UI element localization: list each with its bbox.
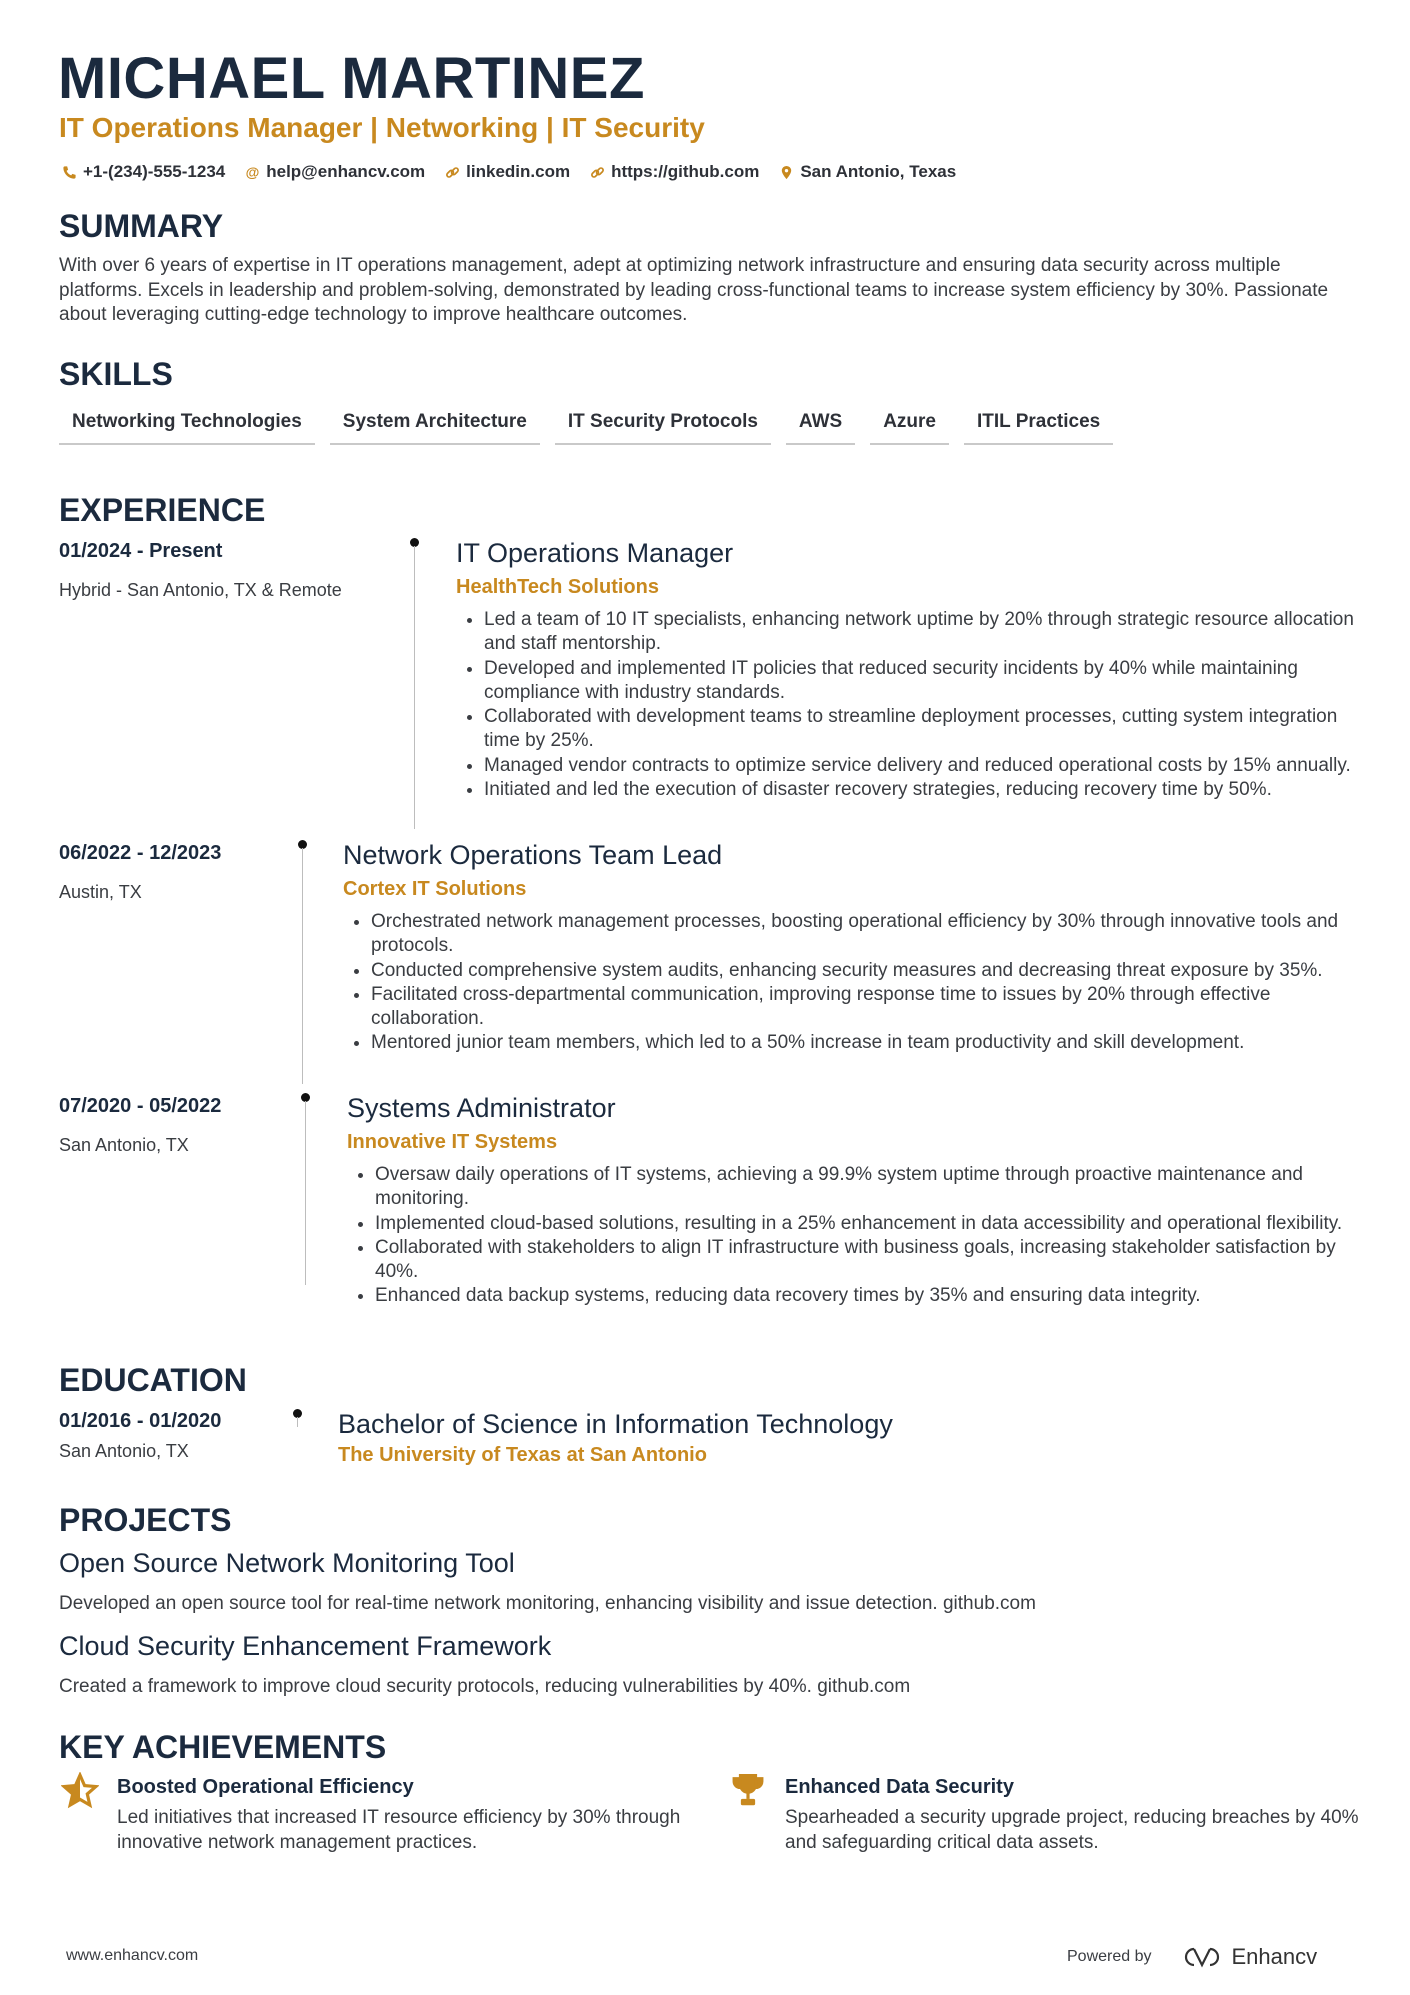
- link-icon: [445, 165, 460, 180]
- bullet: • Mentored junior team members, which led to a 50% increase in team productivity and skill development.: [371, 1031, 1363, 1055]
- project-description: Developed an open source tool for real-time network monitoring, enhancing visibility and issue detection. github.com: [59, 1593, 1036, 1614]
- job-entry: [343, 838, 1363, 1056]
- bullet: • Enhanced data backup systems, reducing data recovery times by 35% and ensuring data integrity.: [375, 1284, 1367, 1308]
- skills-list: [59, 406, 1113, 445]
- degree: Bachelor of Science in Information Technology: [338, 1409, 893, 1439]
- powered-by: [1067, 1944, 1317, 1970]
- timeline-line: [302, 848, 303, 1084]
- achievement-description: Led initiatives that increased IT resource efficiency by 30% through innovative network management practices.: [117, 1807, 681, 1853]
- job-bullets: [343, 910, 1363, 1056]
- section-heading-summary: SUMMARY: [59, 208, 224, 244]
- education-meta: [59, 1406, 289, 1466]
- job-bullets: [456, 608, 1366, 802]
- bullet: • Conducted comprehensive system audits, enhancing security measures and decreasing threat exposure by 35%.: [371, 959, 1363, 983]
- email-text: help@enhancv.com: [266, 162, 426, 181]
- timeline-line: [297, 1417, 298, 1427]
- section-heading-education: EDUCATION: [59, 1362, 247, 1398]
- linkedin-text: linkedin.com: [466, 162, 571, 181]
- achievement-item: [61, 1772, 681, 1855]
- achievement-title: Boosted Operational Efficiency: [117, 1776, 414, 1798]
- brand-name: Enhancv: [1231, 1944, 1318, 1969]
- job-title: IT Operations Manager: [456, 538, 734, 568]
- education-location: San Antonio, TX: [59, 1441, 189, 1461]
- skill-chip: Networking Technologies: [59, 406, 315, 445]
- project-title: Open Source Network Monitoring Tool: [59, 1548, 515, 1578]
- section-heading-projects: PROJECTS: [59, 1502, 232, 1538]
- job-dates: 07/2020 - 05/2022: [59, 1095, 222, 1117]
- bullet: • Orchestrated network management processes, boosting operational efficiency by 30% through innovative tools and protocols.: [371, 910, 1363, 959]
- contact-github[interactable]: [590, 160, 759, 184]
- powered-by-text: Powered by: [1067, 1948, 1152, 1965]
- contact-linkedin[interactable]: [445, 160, 570, 184]
- bullet: • Facilitated cross-departmental communication, improving response time to issues by 20% through effective collaboration.: [371, 983, 1363, 1032]
- skill-chip: IT Security Protocols: [555, 406, 771, 445]
- skill-chip: ITIL Practices: [964, 406, 1113, 445]
- project-description: Created a framework to improve cloud security protocols, reducing vulnerabilities by 40%. github.com: [59, 1676, 911, 1697]
- svg-text:@: @: [245, 164, 260, 180]
- company-name: Innovative IT Systems: [347, 1131, 558, 1153]
- job-entry: [456, 536, 1366, 802]
- enhancv-logo-icon: [1178, 1945, 1224, 1969]
- timeline-line: [414, 546, 415, 829]
- section-heading-skills: SKILLS: [59, 356, 173, 392]
- bullet: • Implemented cloud-based solutions, resulting in a 25% enhancement in data accessibility and operational flexibility.: [375, 1212, 1367, 1236]
- school-name: The University of Texas at San Antonio: [338, 1444, 707, 1466]
- bullet: • Led a team of 10 IT specialists, enhancing network uptime by 20% through strategic resource allocation and staff mentorship.: [484, 608, 1366, 657]
- job-meta: [59, 536, 399, 605]
- job-title: Systems Administrator: [347, 1093, 616, 1123]
- location-text: San Antonio, Texas: [800, 162, 957, 181]
- contact-phone[interactable]: [62, 160, 225, 184]
- education-entry: [338, 1407, 1358, 1469]
- job-meta: [59, 838, 289, 907]
- education-dates: 01/2016 - 01/2020: [59, 1410, 222, 1432]
- project-title: Cloud Security Enhancement Framework: [59, 1631, 552, 1661]
- location-pin-icon: [779, 165, 794, 180]
- phone-icon: [62, 165, 77, 180]
- contact-bar: [62, 160, 956, 184]
- headline: IT Operations Manager | Networking | IT Security: [59, 112, 705, 143]
- skill-chip: Azure: [870, 406, 949, 445]
- job-meta: [59, 1091, 294, 1160]
- job-bullets: [347, 1163, 1367, 1309]
- link-icon: [590, 165, 605, 180]
- section-heading-experience: EXPERIENCE: [59, 492, 266, 528]
- trophy-icon: [729, 1772, 767, 1810]
- at-icon: [245, 165, 260, 180]
- job-location: Austin, TX: [59, 882, 142, 902]
- candidate-name: MICHAEL MARTINEZ: [58, 46, 645, 111]
- contact-location: [779, 160, 956, 184]
- bullet: • Collaborated with development teams to streamline deployment processes, cutting system integration time by 25%.: [484, 705, 1366, 754]
- job-title: Network Operations Team Lead: [343, 840, 723, 870]
- job-entry: [347, 1091, 1367, 1309]
- contact-email[interactable]: [245, 160, 425, 184]
- bullet: • Collaborated with stakeholders to align IT infrastructure with business goals, increasing stakeholder satisfaction by 40%.: [375, 1236, 1367, 1285]
- phone-text: +1-(234)-555-1234: [83, 162, 226, 181]
- achievement-description: Spearheaded a security upgrade project, reducing breaches by 40% and safeguarding critical data assets.: [785, 1807, 1359, 1853]
- star-icon: [61, 1772, 99, 1810]
- bullet: • Developed and implemented IT policies that reduced security incidents by 40% while maintaining compliance with industry standards.: [484, 657, 1366, 706]
- github-text: https://github.com: [611, 162, 760, 181]
- bullet: • Initiated and led the execution of disaster recovery strategies, reducing recovery time by 50%.: [484, 778, 1366, 802]
- achievement-item: [729, 1772, 1359, 1855]
- summary-text: With over 6 years of expertise in IT operations management, adept at optimizing network infrastructure and ensuring data security across multiple platforms. Excels in leadership and problem-solving, demonstrated by leading cross-functional teams to increase system efficiency by 30%. Passionate about leveraging cutting-edge technology to improve healthcare outcomes.: [59, 255, 1329, 325]
- footer-website[interactable]: www.enhancv.com: [66, 1947, 199, 1964]
- company-name: HealthTech Solutions: [456, 576, 659, 598]
- enhancv-logo: [1178, 1944, 1318, 1970]
- job-location: Hybrid - San Antonio, TX & Remote: [59, 580, 342, 600]
- job-dates: 06/2022 - 12/2023: [59, 842, 222, 864]
- skill-chip: System Architecture: [330, 406, 540, 445]
- section-heading-achievements: KEY ACHIEVEMENTS: [59, 1729, 387, 1765]
- skill-chip: AWS: [786, 406, 855, 445]
- bullet: • Managed vendor contracts to optimize service delivery and reduced operational costs by 15% annually.: [484, 754, 1366, 778]
- timeline-line: [305, 1101, 306, 1285]
- company-name: Cortex IT Solutions: [343, 878, 527, 900]
- job-location: San Antonio, TX: [59, 1135, 189, 1155]
- job-dates: 01/2024 - Present: [59, 540, 223, 562]
- bullet: • Oversaw daily operations of IT systems, achieving a 99.9% system uptime through proactive maintenance and monitoring.: [375, 1163, 1367, 1212]
- achievement-title: Enhanced Data Security: [785, 1776, 1014, 1798]
